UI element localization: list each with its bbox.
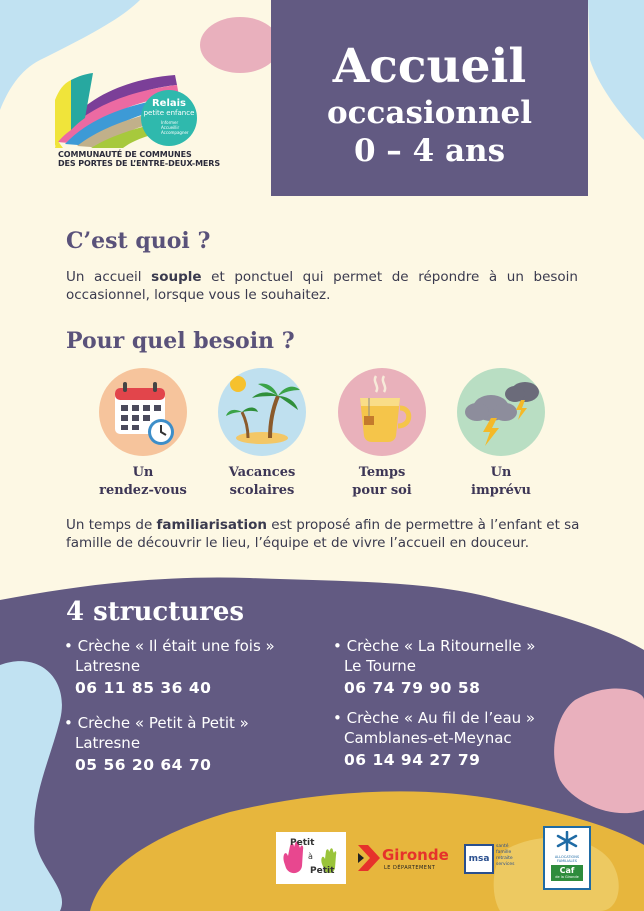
calendar-clock-icon — [99, 368, 187, 456]
structure-phone[interactable]: 06 14 94 27 79 — [344, 751, 481, 769]
title-box — [271, 0, 588, 196]
need-vacances — [207, 368, 317, 500]
need-label — [88, 464, 198, 500]
need-line1: Temps — [358, 465, 406, 480]
msa-logo — [464, 842, 524, 874]
need-line1: Un — [490, 465, 512, 480]
title-line3: 0 – 4 ans — [353, 133, 506, 169]
need-label — [327, 464, 437, 500]
caf-snowflake-icon — [556, 831, 578, 851]
badge-line2: petite enfance — [143, 109, 195, 117]
gironde-chevron-icon — [358, 845, 380, 871]
structure-item — [64, 713, 249, 775]
badge-line1: Relais — [151, 98, 187, 109]
familiar-bold: familiarisation — [156, 517, 267, 533]
storm-cloud-icon — [457, 368, 545, 456]
what-text-bold: souple — [151, 269, 202, 285]
structure-item — [333, 708, 535, 770]
title-line1: Accueil — [332, 39, 527, 94]
caption-line2: DES PORTES DE L’ENTRE-DEUX-MERS — [58, 159, 221, 168]
need-label — [446, 464, 556, 500]
need-line2: imprévu — [471, 483, 531, 498]
caf-badge — [551, 865, 583, 881]
structure-town: Le Tourne — [344, 657, 417, 675]
need-line2: pour soi — [352, 483, 412, 498]
need-temps — [327, 368, 437, 500]
palm-island-icon — [218, 368, 306, 456]
caption-line1: COMMUNAUTÉ DE COMMUNES — [58, 150, 192, 159]
relais-badge — [141, 90, 197, 146]
structure-name: • Crèche « Il était une fois » — [64, 637, 275, 655]
structure-town: Latresne — [75, 657, 141, 675]
structures-title: 4 structures — [66, 597, 245, 627]
gironde-logo — [356, 842, 456, 876]
structure-phone[interactable]: 06 74 79 90 58 — [344, 679, 481, 697]
what-title: C’est quoi ? — [66, 228, 211, 254]
what-text-before: Un accueil — [66, 269, 152, 285]
msa-mark: msa — [464, 844, 494, 874]
need-rendezvous — [88, 368, 198, 500]
structure-name: • Crèche « La Ritournelle » — [333, 637, 536, 655]
gironde-text: Gironde — [382, 846, 449, 864]
familiar-text — [66, 516, 580, 552]
what-text-after: et ponctuel qui permet de répondre à un besoin occasionnel, lorsque vous le souhaitez. — [66, 269, 578, 303]
structure-town: Camblanes-et-Meynac — [344, 729, 512, 747]
petit-top: Petit — [290, 838, 315, 848]
caf-text: Caf — [559, 866, 575, 875]
structure-name: • Crèche « Au fil de l’eau » — [333, 709, 536, 727]
structure-town: Latresne — [75, 734, 141, 752]
familiar-before: Un temps de — [66, 517, 157, 533]
need-line2: rendez-vous — [99, 483, 187, 498]
caf-sub: de la Gironde — [555, 875, 579, 879]
petit-mid: à — [308, 852, 313, 861]
caf-logo — [543, 826, 591, 890]
need-imprevu — [446, 368, 556, 500]
msa-sub: santé famille retraite services — [496, 844, 515, 867]
familiar-after: est proposé afin de permettre à l’enfant et sa famille de découvrir le lieu, l’équipe et de vivre l’accueil en douceur. — [66, 517, 580, 551]
badge-small: Informer Accueillir Accompagner — [161, 120, 189, 135]
logo-caption — [58, 150, 220, 168]
structure-name: • Crèche « Petit à Petit » — [64, 714, 249, 732]
gironde-sub: LE DÉPARTEMENT — [384, 865, 436, 871]
petit-a-petit-logo — [276, 832, 346, 884]
title-line2: occasionnel — [327, 95, 532, 131]
structure-phone[interactable]: 05 56 20 64 70 — [75, 756, 212, 774]
need-label — [207, 464, 317, 500]
what-text — [66, 268, 578, 304]
need-line2: scolaires — [229, 483, 295, 498]
structure-item — [64, 636, 275, 698]
needs-title: Pour quel besoin ? — [66, 328, 295, 354]
structure-phone[interactable]: 06 11 85 36 40 — [75, 679, 212, 697]
petit-bottom: Petit — [310, 866, 335, 876]
tea-cup-icon — [338, 368, 426, 456]
caf-top: ALLOCATIONS FAMILIALES — [554, 855, 580, 863]
structure-item — [333, 636, 535, 698]
need-line1: Un — [132, 465, 154, 480]
need-line1: Vacances — [228, 465, 296, 480]
